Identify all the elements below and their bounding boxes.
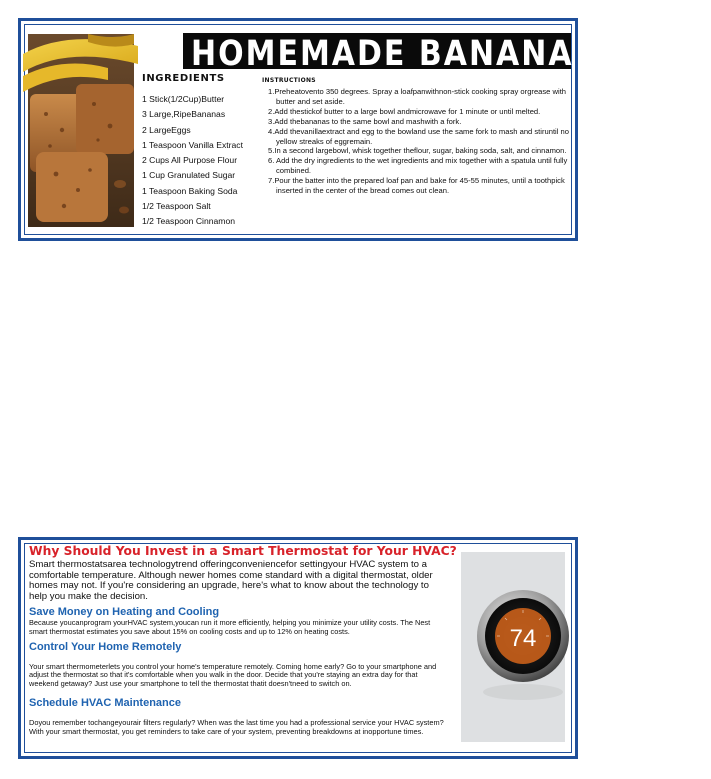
instructions-list [262, 87, 572, 196]
ingredients-section [142, 73, 264, 230]
instruction-step: 6. Add the dry ingredients to the wet ingredients and mix together with a spatula until fully combined. [268, 156, 568, 176]
recipe-title: HOMEMADE BANANA BREAD [191, 34, 711, 75]
thermostat-reading: 74 [509, 625, 537, 652]
ingredient-item: 2 Cups All Purpose Flour [142, 155, 238, 166]
section-heading-maintenance: Schedule HVAC Maintenance [29, 697, 181, 710]
section-body-save-money: Because youcanprogram yourHVAC system,youcan run it more efficiently, helping you minimize your utility costs. The Nest smart thermostat estimates you save about 15% on cooling costs and up to 12% on heating costs. [29, 618, 431, 636]
banana-bread-photo [28, 34, 134, 227]
smart-thermostat-photo [461, 552, 565, 742]
instruction-step: 3.Add thebananas to the same bowl and mashwith a fork. [268, 116, 462, 126]
instruction-step: 5.In a second largebowl, whisk together theflour, sugar, baking soda, salt, and cinnamon. [268, 146, 567, 156]
ingredient-item: 1 Teaspoon Baking Soda [142, 185, 238, 196]
section-heading-save-money: Save Money on Heating and Cooling [29, 606, 220, 619]
instruction-step: 1.Preheatovento 350 degrees. Spray a loafpanwithnon-stick cooking spray orgrease with butter and set aside. [268, 87, 567, 106]
ingredients-heading: INGREDIENTS [142, 73, 225, 84]
recipe-title-bar [183, 33, 711, 75]
section-body-remote-control: Your smart thermometerlets you control your home's temperature remotely. Coming home early? Go to your smartphone and adjust the thermostat so that it's comfortable when you walk in the door. Decide that you're staying an extra day for that weekend getaway? Just use your smartphone to tell the thermostat thatit doesn'tneed to switch on. [29, 661, 437, 688]
hvac-title: Why Should You Invest in a Smart Thermostat for Your HVAC? [29, 544, 457, 558]
ingredient-item: 2 LargeEggs [142, 124, 191, 135]
instructions-heading: INSTRUCTIONS [262, 77, 316, 84]
section-body-maintenance: Doyou remember tochangeyourair filters regularly? When was the last time you had a professional service your HVAC system? With your smart thermostat, you get reminders to take care of your system, preventing breakdowns at inopportune times. [29, 718, 444, 736]
hvac-intro: Smart thermostatsarea technologytrend offeringconveniencefor settingyour HVAC system to a comfortable temperature. Although newer homes come standard with a digital thermostat, older homes may not. If you're considering an upgrade, here's what to know about the technology to help you make the decision. [29, 559, 433, 602]
ingredient-item: 3 Large,RipeBananas [142, 109, 226, 120]
ingredient-item: 1 Teaspoon Vanilla Extract [142, 139, 243, 150]
section-heading-remote-control: Control Your Home Remotely [29, 640, 182, 653]
ingredients-list [142, 92, 264, 230]
hvac-card [18, 537, 578, 759]
instruction-step: 4.Add thevanillaextract and egg to the bowland use the same fork to mash and stiruntil no yellow streaks of eggremain. [268, 126, 569, 146]
instruction-step: 2.Add thestickof butter to a large bowl andmicrowave for 1 minute or until melted. [268, 106, 541, 116]
ingredient-item: 1 Stick(1/2Cup)Butter [142, 94, 225, 104]
hvac-article [29, 544, 457, 737]
ingredient-item: 1 Cup Granulated Sugar [142, 170, 236, 181]
instructions-section [262, 77, 572, 196]
recipe-card [18, 18, 711, 241]
ingredient-item: 1/2 Teaspoon Cinnamon [142, 216, 236, 227]
instruction-step: 7.Pour the batter into the prepared loaf pan and bake for 45-55 minutes, until a toothpick inserted in the center of the bread comes out clean. [268, 176, 565, 196]
ingredient-item: 1/2 Teaspoon Salt [142, 201, 211, 212]
